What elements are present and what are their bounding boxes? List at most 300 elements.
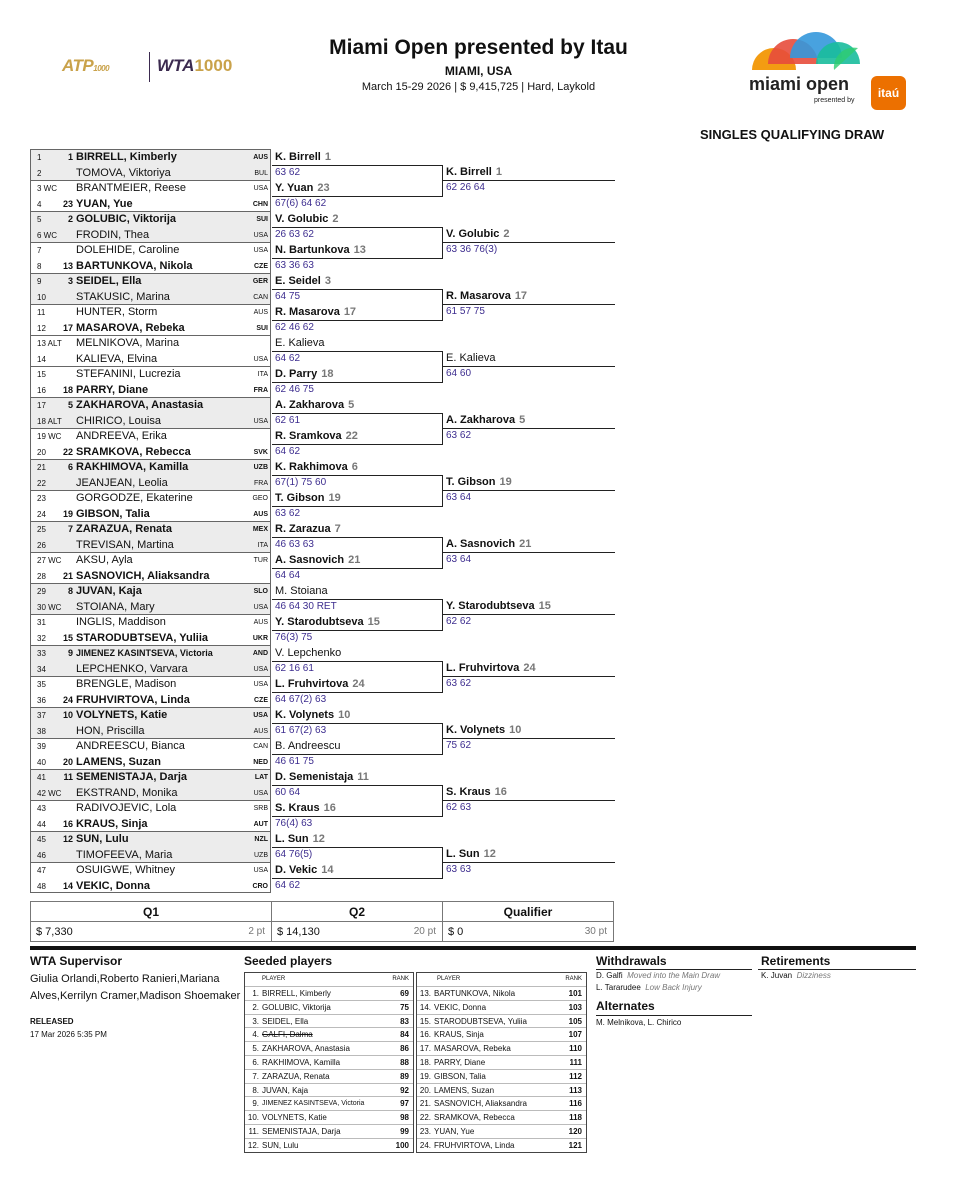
seed-number: 4.	[252, 1030, 259, 1040]
entry-country: CZE	[254, 696, 268, 704]
entry-seed: 22	[62, 446, 73, 457]
alternates-text: M. Melnikova, L. Chirico	[596, 1018, 682, 1027]
r2-winner	[275, 399, 354, 411]
draw-entry	[31, 460, 270, 475]
entry-country: GER	[252, 278, 268, 285]
entry-player-name: OSUIGWE, Whitney	[76, 864, 176, 876]
seed-number: 1.	[252, 989, 259, 998]
draw-entry	[31, 336, 270, 351]
seeded-player-name: STARODUBTSEVA, Yuliia	[434, 1016, 527, 1026]
entry-position: 17	[37, 401, 46, 410]
qualifier-seed: 16	[494, 786, 507, 798]
seeded-heading: Seeded players	[244, 954, 333, 968]
r1-match	[30, 831, 271, 862]
qualifier-name: L. Fruhvirtova	[446, 662, 520, 674]
r2-winner-name: A. Zakharova	[275, 398, 345, 411]
r1-match	[30, 149, 271, 180]
r2-winner-seed: 19	[328, 491, 341, 504]
entry-seed: 11	[63, 772, 73, 782]
r2-line	[272, 382, 442, 383]
seeded-player-name: VEKIC, Donna	[434, 1002, 487, 1012]
r2-winner-name: K. Birrell	[275, 150, 321, 163]
r2-line	[272, 289, 442, 290]
entry-player-name: STARODUBTSEVA, Yuliia	[76, 631, 209, 644]
draw-entry	[31, 801, 270, 816]
entry-country: AUS	[253, 510, 268, 518]
seeded-player-rank: 97	[400, 1099, 409, 1109]
r2-winner-seed: 21	[348, 553, 361, 566]
r2-line	[272, 320, 442, 321]
r3-score: 63 62	[446, 678, 472, 689]
r2-line	[272, 630, 442, 631]
r2-winner	[275, 802, 336, 814]
qualifier-seed: 2	[503, 228, 510, 240]
r2-winner-name: M. Stoiana	[275, 584, 328, 597]
entry-player-name: ZAKHAROVA, Anastasia	[76, 399, 204, 411]
r2-winner-seed: 3	[324, 274, 331, 287]
draw-entry	[31, 522, 270, 537]
entry-country: AUS	[253, 619, 268, 626]
entry-player-name: SEMENISTAJA, Darja	[76, 771, 188, 783]
r3-score: 64 60	[446, 368, 472, 379]
seeded-player-row	[417, 1027, 586, 1041]
entry-player-name: TOMOVA, Viktoriya	[76, 166, 171, 179]
draw-entry	[31, 817, 270, 832]
r2-winner-name: R. Sramkova	[275, 429, 342, 442]
entry-position: 14	[37, 354, 46, 364]
entry-player-name: YUAN, Yue	[76, 197, 133, 210]
entry-position: 31	[37, 618, 46, 627]
r2-line	[272, 196, 442, 197]
retirements-heading: Retirements	[761, 954, 831, 968]
seed-number: 7.	[252, 1071, 259, 1081]
entry-country: SRB	[253, 805, 268, 812]
entry-seed: 5	[67, 400, 73, 410]
entry-player-name: JUVAN, Kaja	[76, 585, 142, 597]
seeded-player-rank: 100	[395, 1140, 409, 1150]
seeded-player-row	[245, 1110, 413, 1124]
draw-entry	[31, 367, 270, 382]
section-divider	[30, 946, 916, 950]
r2-winner	[275, 833, 325, 845]
entry-position: 39	[37, 742, 46, 751]
r2-winner	[275, 523, 341, 535]
entry-position: 27 WC	[37, 556, 62, 565]
entry-country: BUL	[254, 169, 268, 177]
r3-line	[443, 862, 615, 863]
seeded-player-rank: 83	[400, 1016, 409, 1026]
entry-country: NED	[253, 758, 268, 766]
seed-number: 22.	[419, 1113, 431, 1123]
draw-entry	[31, 228, 270, 243]
r2-winner-name: L. Sun	[275, 832, 309, 845]
qualifier-name: S. Kraus	[446, 786, 491, 798]
seeded-player-row	[245, 1083, 413, 1097]
seed-number: 19.	[419, 1071, 431, 1081]
r1-match	[30, 490, 271, 521]
draw-entry	[31, 786, 270, 801]
r2-line	[272, 661, 442, 662]
r1-match	[30, 304, 271, 335]
r3-score: 61 57 75	[446, 306, 485, 317]
seeded-player-rank: 120	[568, 1127, 582, 1136]
r2-winner	[275, 337, 329, 349]
seeded-player-rank: 89	[400, 1071, 409, 1081]
qualifier-seed: 19	[499, 476, 512, 488]
draw-entry	[31, 383, 270, 398]
entry-country: CAN	[253, 293, 268, 301]
seeded-player-rank: 121	[568, 1140, 582, 1150]
r2-winner-seed: 7	[334, 522, 341, 535]
seed-number: 6.	[252, 1058, 259, 1067]
r3-line	[443, 738, 615, 739]
r2-line	[272, 537, 442, 538]
r2-winner-name: E. Kalieva	[275, 336, 325, 349]
r3-score: 63 64	[446, 492, 472, 503]
r3-score: 63 62	[446, 430, 472, 441]
seeded-player-row	[245, 1014, 413, 1028]
r2-winner-name: Y. Starodubtseva	[275, 615, 364, 628]
r2-score: 64 62	[275, 879, 301, 891]
r2-winner	[275, 430, 358, 442]
r2-winner-name: K. Rakhimova	[275, 460, 348, 473]
r2-line	[272, 692, 442, 693]
r2-winner-seed: 2	[332, 212, 339, 225]
entry-player-name: CHIRICO, Louisa	[76, 414, 161, 427]
entry-player-name: KALIEVA, Elvina	[76, 352, 158, 365]
r3-line	[443, 428, 615, 429]
r2-winner	[275, 647, 345, 659]
r1-match	[30, 397, 271, 428]
entry-position: 34	[37, 664, 46, 674]
entry-position: 25	[37, 525, 46, 534]
r3-score: 62 63	[446, 802, 472, 813]
seeded-player-row	[417, 1096, 586, 1110]
r2-winner-seed: 13	[353, 243, 366, 256]
seeded-player-row	[245, 1096, 413, 1110]
seeded-player-row	[245, 1138, 413, 1152]
entry-country: USA	[253, 867, 268, 874]
seeded-player-name: KRAUS, Sinja	[434, 1030, 484, 1040]
r2-winner	[275, 554, 360, 566]
r2-line	[272, 165, 442, 166]
r1-match	[30, 583, 271, 614]
seeded-player-rank: 116	[569, 1099, 582, 1109]
released-value: 17 Mar 2026 5:35 PM	[30, 1030, 107, 1039]
r2-line	[272, 568, 442, 569]
withdrawal-item: D. Galfi Moved into the Main Draw	[596, 971, 721, 980]
entry-country: FRA	[254, 479, 268, 487]
r2-line	[272, 816, 442, 817]
entry-player-name: INGLIS, Maddison	[76, 616, 166, 628]
r3-line	[443, 552, 615, 553]
r1-match	[30, 521, 271, 552]
entry-seed: 21	[62, 570, 73, 581]
entry-position: 6 WC	[37, 230, 57, 240]
seed-number: 2.	[252, 1002, 259, 1012]
entry-position: 21	[37, 463, 46, 472]
tournament-title: Miami Open presented by Itau	[329, 36, 628, 59]
seeded-player-name: ZAKHAROVA, Anastasia	[262, 1044, 350, 1054]
r2-score: 76(4) 63	[275, 817, 313, 829]
entry-country: USA	[253, 665, 268, 673]
seeded-player-name: PARRY, Diane	[434, 1058, 486, 1067]
entry-player-name: VEKIC, Donna	[76, 879, 150, 892]
entry-seed: 18	[62, 384, 73, 395]
qualifier-name: A. Zakharova	[446, 414, 516, 426]
seeded-player-name: JUVAN, Kaja	[262, 1085, 309, 1095]
seeded-player-rank: 101	[568, 989, 582, 998]
entry-seed: 10	[62, 710, 73, 720]
entry-player-name: FRUHVIRTOVA, Linda	[76, 693, 190, 706]
r2-score: 62 61	[275, 414, 301, 426]
entry-player-name: ZARAZUA, Renata	[76, 523, 172, 535]
entry-player-name: BARTUNKOVA, Nikola	[76, 259, 193, 272]
r2-winner-name: V. Golubic	[275, 212, 329, 225]
r1-match	[30, 242, 271, 273]
r2-winner-name: S. Kraus	[275, 801, 320, 814]
qualifier-name: E. Kalieva	[446, 352, 496, 364]
seeded-player-row	[417, 1055, 586, 1069]
alternates-heading: Alternates	[596, 999, 655, 1013]
entry-position: 5	[37, 215, 42, 224]
qualifier-seed: 10	[509, 724, 522, 736]
draw-entry	[31, 693, 270, 708]
seed-number: 17.	[419, 1044, 431, 1054]
entry-country: CZE	[254, 262, 268, 270]
entry-country: UZB	[253, 464, 268, 471]
entry-position: 29	[37, 587, 46, 596]
draw-entry	[31, 476, 270, 491]
seeded-player-row	[417, 1014, 586, 1028]
r2-winner-seed: 23	[317, 181, 330, 194]
seeded-player-name: SRAMKOVA, Rebecca	[434, 1113, 515, 1123]
entry-country: UZB	[254, 851, 268, 859]
entry-player-name: SASNOVICH, Aliaksandra	[76, 569, 210, 582]
entry-position: 16	[37, 385, 46, 395]
entry-seed: 24	[62, 694, 73, 705]
r1-match	[30, 335, 271, 366]
seed-number: 10.	[247, 1113, 259, 1123]
r3-score: 75 62	[446, 740, 472, 751]
draw-entry	[31, 212, 270, 227]
entry-position: 48	[37, 881, 46, 891]
r2-winner	[275, 151, 331, 163]
r3-line	[443, 180, 615, 181]
r2-winner-seed: 22	[345, 429, 358, 442]
seeded-player-name: MASAROVA, Rebeka	[434, 1044, 511, 1054]
qualifier-winner	[446, 166, 502, 178]
r2-score: 60 64	[275, 786, 301, 798]
entry-position: 28	[37, 571, 46, 581]
r3-line	[443, 242, 615, 243]
r2-winner	[275, 678, 365, 690]
entry-seed: 14	[62, 880, 73, 891]
entry-country: USA	[253, 789, 268, 797]
r2-line	[272, 878, 442, 879]
entry-position: 3 WC	[37, 184, 57, 193]
draw-entry	[31, 848, 270, 863]
draw-entry	[31, 243, 270, 258]
draw-entry	[31, 615, 270, 630]
tournament-info: March 15-29 2026 | $ 9,415,725 | Hard, Laykold	[361, 81, 596, 93]
r2-winner-seed: 12	[312, 832, 325, 845]
prize-q2: $ 14,130 20 pt	[271, 922, 442, 942]
atp-1000-logo: ATP1000	[62, 56, 110, 75]
entry-country: CHN	[252, 200, 268, 208]
seeded-player-name: YUAN, Yue	[434, 1127, 475, 1136]
entry-position: 36	[37, 695, 46, 705]
qualifier-name: V. Golubic	[446, 228, 500, 240]
seeded-player-row	[245, 1000, 413, 1014]
r1-match	[30, 428, 271, 459]
r2-score: 64 76(5)	[275, 848, 313, 860]
seeded-player-row	[417, 1124, 586, 1138]
supervisor-heading: WTA Supervisor	[30, 954, 123, 968]
r2-winner-name: Y. Yuan	[275, 181, 314, 194]
seeded-player-name: SEIDEL, Ella	[262, 1016, 309, 1026]
r2-score: 62 16 61	[275, 662, 314, 674]
draw-entry	[31, 398, 270, 413]
seeded-player-rank: 92	[400, 1085, 409, 1095]
r2-winner-seed: 16	[323, 801, 336, 814]
seeded-player-name: JIMENEZ KASINTSEVA, Victoria	[262, 1100, 365, 1108]
entry-country: USA	[253, 355, 268, 363]
entry-seed: 1	[67, 152, 73, 162]
r2-line	[272, 444, 442, 445]
r2-winner	[275, 585, 332, 597]
r2-winner	[275, 864, 333, 876]
supervisor-names-line1: Giulia Orlandi,Roberto Ranieri,Mariana	[30, 973, 220, 985]
entry-position: 20	[37, 447, 46, 457]
seeded-player-name: SUN, Lulu	[262, 1140, 299, 1150]
r2-winner-seed: 14	[321, 863, 334, 876]
seed-number: 23.	[419, 1127, 431, 1136]
r1-match	[30, 180, 271, 211]
entry-position: 26	[37, 540, 46, 550]
entry-country: USA	[253, 185, 268, 192]
r2-winner-seed: 10	[338, 708, 351, 721]
r2-winner-seed: 5	[348, 398, 355, 411]
r2-line	[272, 754, 442, 755]
r2-winner-seed: 18	[321, 367, 334, 380]
draw-entry	[31, 414, 270, 429]
entry-country: CAN	[253, 743, 268, 750]
r2-winner-name: R. Masarova	[275, 305, 340, 318]
seeded-player-row	[417, 1000, 586, 1014]
r2-winner-name: A. Sasnovich	[275, 553, 345, 566]
draw-entry	[31, 352, 270, 367]
r2-score: 63 62	[275, 166, 301, 178]
r1-match	[30, 769, 271, 800]
draw-entry	[31, 584, 270, 599]
r2-winner	[275, 368, 333, 380]
entry-player-name: SEIDEL, Ella	[76, 275, 142, 287]
r2-line	[272, 785, 442, 786]
r2-winner	[275, 182, 330, 194]
entry-position: 4	[37, 199, 42, 209]
seed-number: 3.	[252, 1016, 259, 1026]
entry-country: AUT	[253, 820, 268, 828]
entry-player-name: DOLEHIDE, Caroline	[76, 244, 180, 256]
r2-winner	[275, 492, 341, 504]
r3-score: 62 62	[446, 616, 472, 627]
r2-score: 63 62	[275, 507, 301, 519]
r1-match	[30, 211, 271, 242]
r2-winner	[275, 740, 344, 752]
entry-player-name: ANDREESCU, Bianca	[76, 740, 185, 752]
seeded-player-rank: 107	[568, 1030, 582, 1040]
entry-position: 32	[37, 633, 46, 643]
qualifier-seed: 21	[519, 538, 532, 550]
draw-entry	[31, 150, 270, 165]
entry-country: SVK	[253, 448, 268, 456]
entry-position: 19 WC	[37, 432, 62, 441]
entry-seed: 2	[67, 214, 73, 224]
r2-winner-name: D. Semenistaja	[275, 770, 354, 783]
seeded-player-name: BARTUNKOVA, Nikola	[434, 989, 516, 998]
entry-player-name: RAKHIMOVA, Kamilla	[76, 461, 189, 473]
entry-country: MEX	[252, 526, 268, 533]
r2-winner-seed: 6	[351, 460, 358, 473]
entry-country: ITA	[257, 541, 268, 549]
r2-line	[272, 723, 442, 724]
qualifier-winner	[446, 848, 496, 860]
seeded-table-left: PLAYER RANK 1. BIRRELL, Kimberly 69 2. GOLUBIC, Viktorija 75 3. SEIDEL, Ella 83 4. GALFI, Dalma 84 5. ZAKHAROVA, Anastasia 86 6. RAKHIMOVA, Kamilla 88 7. ZARAZUA, Renata 89 8. JUVAN, Kaja 92 9. JIMENEZ KASINTSEVA, Victoria 97 10. VOLYNETS, Katie 98 11. SEMENISTAJA, Darja 99 12. SUN, Lulu 100	[244, 972, 414, 1153]
entry-position: 30 WC	[37, 602, 62, 612]
prize-round-q1: Q1	[30, 901, 271, 922]
entry-position: 15	[37, 370, 46, 379]
r2-line	[272, 227, 442, 228]
entry-country: UKR	[252, 634, 268, 642]
qualifier-seed: 1	[495, 166, 502, 178]
draw-entry	[31, 600, 270, 615]
entry-position: 24	[37, 509, 46, 519]
entry-position: 44	[37, 819, 46, 829]
qualifier-name: K. Birrell	[446, 166, 492, 178]
entry-seed: 9	[67, 648, 73, 658]
entry-country: AND	[252, 650, 268, 657]
seeded-player-rank: 75	[400, 1002, 409, 1012]
seeded-player-name: ZARAZUA, Renata	[262, 1071, 330, 1081]
entry-position: 38	[37, 726, 46, 736]
seeded-player-row	[417, 1110, 586, 1124]
seeded-player-row	[245, 1124, 413, 1138]
entry-country: CRO	[252, 882, 268, 890]
entry-player-name: EKSTRAND, Monika	[76, 786, 178, 799]
entry-seed: 7	[67, 524, 73, 534]
qualifier-seed: 17	[514, 290, 528, 302]
draw-entry	[31, 739, 270, 754]
entry-position: 2	[37, 168, 42, 178]
seed-number: 20.	[419, 1085, 431, 1095]
r2-score: 67(6) 64 62	[275, 197, 327, 209]
qualifier-winner	[446, 724, 521, 736]
r1-match	[30, 459, 271, 490]
prize-qualifier: $ 0 30 pt	[442, 922, 614, 942]
r2-winner-name: R. Zarazua	[275, 522, 331, 535]
draw-entry	[31, 662, 270, 677]
r2-score: 67(1) 75 60	[275, 476, 327, 488]
seeded-player-row	[245, 986, 413, 1000]
entry-seed: 17	[62, 322, 73, 333]
seeded-player-row	[417, 986, 586, 1000]
r1-match	[30, 552, 271, 583]
r2-score: 46 63 63	[275, 538, 314, 550]
entry-seed: 20	[62, 756, 73, 767]
r2-winner-seed: 1	[324, 150, 331, 163]
r2-score: 46 64 30 RET	[275, 600, 337, 612]
